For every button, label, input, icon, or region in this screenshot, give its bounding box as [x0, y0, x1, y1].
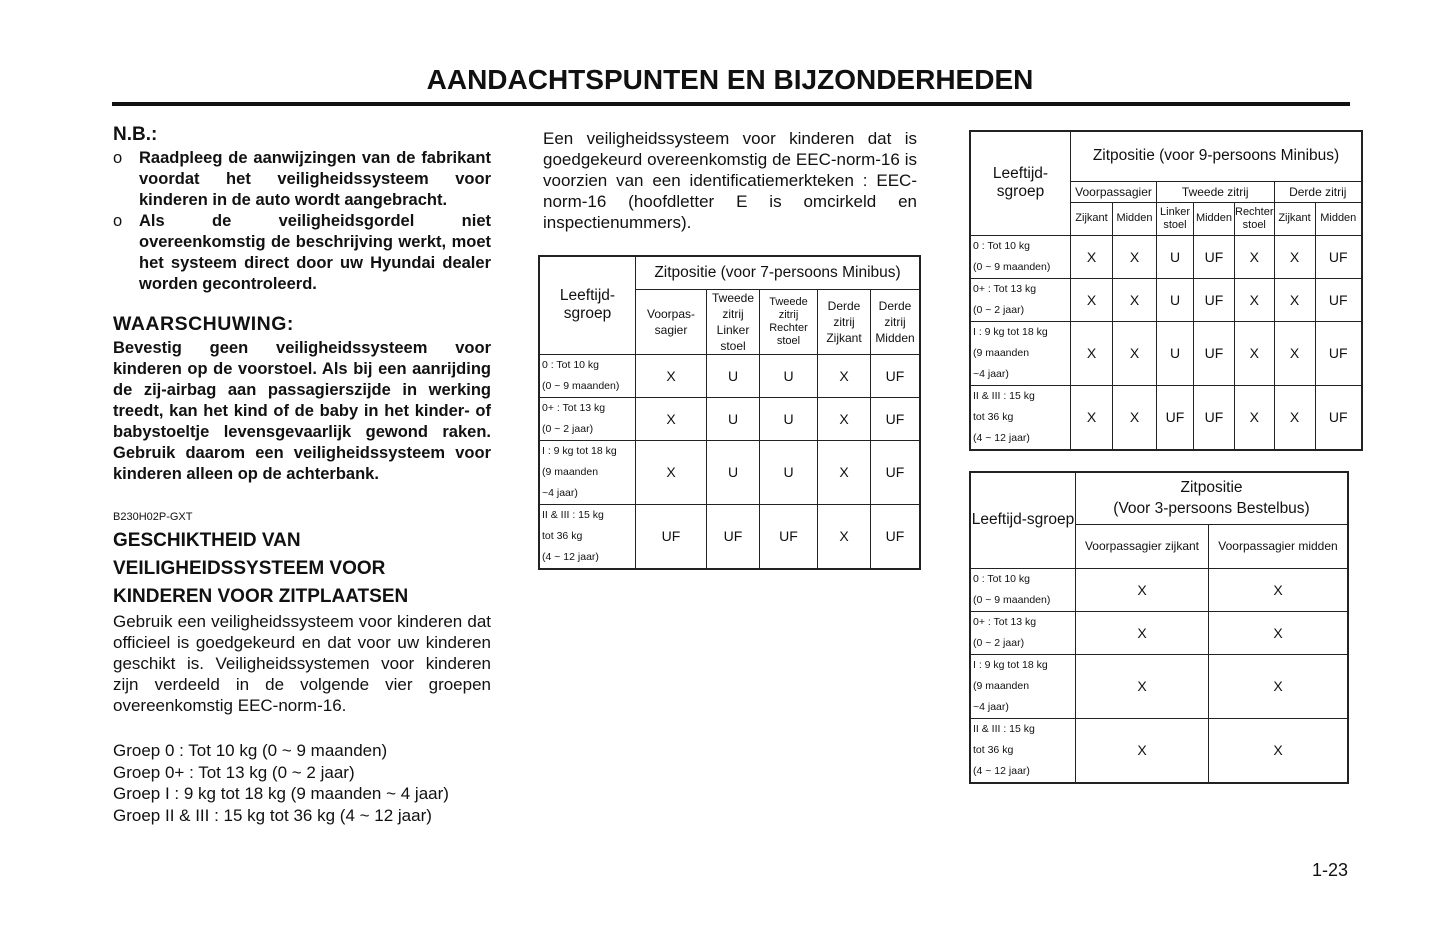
table-cell: UF — [1194, 321, 1235, 385]
table-cell: U — [760, 397, 818, 440]
group-header: Leeftijd-sgroep — [970, 472, 1076, 568]
table-cell: X — [1071, 385, 1113, 450]
col-header: Derde zitrij Midden — [871, 289, 921, 354]
table-cell: X — [818, 354, 871, 397]
table-cell: X — [636, 354, 707, 397]
table-row — [539, 504, 920, 569]
table-cell: U — [707, 354, 760, 397]
table-row — [970, 385, 1362, 450]
bullet-text: Raadpleeg de aanwijzingen van de fabrikant voordat het veiligheidssysteem voor kinderen in de auto wordt aangebracht. — [139, 149, 491, 209]
table-cell: X — [1076, 718, 1209, 783]
col-header: Tweede zitrij Rechter stoel — [760, 289, 818, 354]
row-label: II & III : 15 kg tot 36 kg (4 ~ 12 jaar) — [539, 504, 636, 569]
table-cell: X — [636, 397, 707, 440]
row-label: 0 : Tot 10 kg (0 ~ 9 maanden) — [970, 235, 1071, 278]
row-label: 0+ : Tot 13 kg (0 ~ 2 jaar) — [970, 278, 1071, 321]
middle-column — [543, 128, 917, 233]
table-9-persoons — [969, 130, 1363, 451]
table-cell: UF — [707, 504, 760, 569]
table-cell: X — [1209, 611, 1349, 654]
group-item: Groep 0 : Tot 10 kg (0 ~ 9 maanden) — [113, 741, 388, 760]
col-header: Voorpas-sagier — [636, 289, 707, 354]
col-header: Voorpassagier midden — [1209, 524, 1349, 568]
middle-text: Een veiligheidssysteem voor kinderen dat is goedgekeurd overeenkomstig de EEC-norm-16 is voorzien van een identificatiemerkteken : EEC-norm-16 (hoofdletter E is omcirkeld en inspectienummers). — [543, 129, 917, 232]
table-cell: X — [1076, 654, 1209, 718]
sub-col-header: Midden — [1315, 202, 1362, 235]
page-number: 1-23 — [1312, 860, 1349, 880]
table-cell: UF — [760, 504, 818, 569]
row-label: I : 9 kg tot 18 kg (9 maanden ~4 jaar) — [970, 321, 1071, 385]
table-cell: X — [636, 440, 707, 504]
sub-col-header: Midden — [1113, 202, 1157, 235]
position-header: Zitpositie (voor 9-persoons Minibus) — [1071, 131, 1363, 181]
nb-bullet-list — [113, 148, 491, 295]
row-label: 0 : Tot 10 kg (0 ~ 9 maanden) — [970, 568, 1076, 611]
reference-code: B230H02P-GXT — [113, 511, 193, 523]
warning-title: WAARSCHUWING: — [113, 313, 294, 335]
table-cell: X — [1076, 611, 1209, 654]
table-cell: UF — [1315, 321, 1362, 385]
table-row — [970, 654, 1348, 718]
row-label: 0+ : Tot 13 kg (0 ~ 2 jaar) — [970, 611, 1076, 654]
row-label: 0+ : Tot 13 kg (0 ~ 2 jaar) — [539, 397, 636, 440]
table-row — [970, 278, 1362, 321]
section-title-line: GESCHIKTHEID VAN — [113, 530, 301, 551]
row-label: II & III : 15 kg tot 36 kg (4 ~ 12 jaar) — [970, 385, 1071, 450]
group-list — [113, 740, 491, 826]
table-cell: U — [1157, 235, 1194, 278]
position-header: Zitpositie (Voor 3-persoons Bestelbus) — [1076, 472, 1349, 524]
bullet-text: Als de veiligheidsgordel niet overeenkomstig de beschrijving werkt, moet het systeem direct door uw Hyundai dealer worden gecontroleerd. — [139, 212, 491, 293]
group-col-header: Derde zitrij — [1274, 181, 1362, 202]
table-cell: UF — [1315, 278, 1362, 321]
table-cell: X — [818, 440, 871, 504]
table-row — [970, 321, 1362, 385]
group-col-header: Tweede zitrij — [1157, 181, 1275, 202]
sub-col-header: Rechter stoel — [1235, 202, 1275, 235]
table-cell: UF — [871, 354, 921, 397]
table-row — [970, 611, 1348, 654]
group-item: Groep I : 9 kg tot 18 kg (9 maanden ~ 4 jaar) — [113, 784, 449, 803]
table-cell: X — [1113, 385, 1157, 450]
table-cell: U — [760, 354, 818, 397]
table-7-persoons — [538, 255, 921, 570]
table-row — [539, 440, 920, 504]
nb-bullet — [113, 148, 491, 211]
table-cell: X — [1209, 718, 1349, 783]
group-col-header: Voorpassagier — [1071, 181, 1157, 202]
table-cell: UF — [1194, 235, 1235, 278]
section-title-line: VEILIGHEIDSSYSTEEM VOOR — [113, 558, 386, 579]
bullet-mark: o — [113, 149, 123, 167]
section-title-line: KINDEREN VOOR ZITPLAATSEN — [113, 586, 409, 607]
row-label: II & III : 15 kg tot 36 kg (4 ~ 12 jaar) — [970, 718, 1076, 783]
table-row — [970, 718, 1348, 783]
row-label: 0 : Tot 10 kg (0 ~ 9 maanden) — [539, 354, 636, 397]
table-cell: X — [1113, 278, 1157, 321]
nb-bullet — [113, 211, 491, 295]
table-cell: UF — [871, 440, 921, 504]
table-cell: X — [1113, 235, 1157, 278]
col-header: Derde zitrij Zijkant — [818, 289, 871, 354]
table-row — [970, 568, 1348, 611]
sub-col-header: Zijkant — [1274, 202, 1315, 235]
col-header: Tweede zitrij Linker stoel — [707, 289, 760, 354]
warning-text: Bevestig geen veiligheidssysteem voor kinderen op de voorstoel. Als bij een aanrijding de zij-airbag aan passagierszijde in werking treedt, kan het kind of de baby in het kinder- of babystoeltje levensgevaarlijk gewond raken. Gebruik daarom een veiligheidssysteem voor kinderen alleen op de achterbank. — [113, 339, 491, 483]
table-cell: X — [1071, 321, 1113, 385]
table-cell: X — [1274, 235, 1315, 278]
sub-col-header: Linker stoel — [1157, 202, 1194, 235]
table-row — [539, 354, 920, 397]
table-cell: X — [1071, 278, 1113, 321]
table-cell: X — [1235, 385, 1275, 450]
table-cell: X — [1209, 568, 1349, 611]
table-cell: X — [1113, 321, 1157, 385]
table-cell: X — [1235, 235, 1275, 278]
page-title: AANDACHTSPUNTEN EN BIJZONDERHEDEN — [426, 64, 1034, 95]
table-cell: X — [818, 397, 871, 440]
table-cell: UF — [636, 504, 707, 569]
table-cell: UF — [1157, 385, 1194, 450]
table-cell: X — [818, 504, 871, 569]
group-item: Groep 0+ : Tot 13 kg (0 ~ 2 jaar) — [113, 762, 355, 782]
table-cell: UF — [871, 504, 921, 569]
table-cell: U — [1157, 321, 1194, 385]
sub-col-header: Zijkant — [1071, 202, 1113, 235]
table-cell: X — [1235, 278, 1275, 321]
section-text: Gebruik een veiligheidssysteem voor kinderen dat officieel is goedgekeurd en dat voor uw kinderen geschikt is. Veiligheidssystemen voor kinderen zijn verdeeld in de volgende vier groepen overeenkomstig EEC-norm-16. — [113, 612, 491, 715]
table-cell: X — [1274, 385, 1315, 450]
table-cell: UF — [1315, 235, 1362, 278]
row-label: I : 9 kg tot 18 kg (9 maanden ~4 jaar) — [970, 654, 1076, 718]
table-row — [970, 235, 1362, 278]
table-cell: X — [1274, 321, 1315, 385]
table-3-persoons — [969, 471, 1349, 784]
table-cell: X — [1274, 278, 1315, 321]
table-cell: UF — [1194, 385, 1235, 450]
col-header: Voorpassagier zijkant — [1076, 524, 1209, 568]
group-item: Groep II & III : 15 kg tot 36 kg (4 ~ 12 jaar) — [113, 805, 432, 825]
table-cell: UF — [871, 397, 921, 440]
nb-title: N.B.: — [113, 124, 158, 145]
table-cell: X — [1076, 568, 1209, 611]
table-cell: UF — [1194, 278, 1235, 321]
row-label: I : 9 kg tot 18 kg (9 maanden ~4 jaar) — [539, 440, 636, 504]
table-cell: U — [760, 440, 818, 504]
bullet-mark: o — [113, 212, 123, 230]
table-cell: U — [707, 440, 760, 504]
table-cell: X — [1209, 654, 1349, 718]
position-header: Zitpositie (voor 7-persoons Minibus) — [636, 256, 921, 289]
group-header: Leeftijd-sgroep — [970, 131, 1071, 235]
table-row — [539, 397, 920, 440]
sub-col-header: Midden — [1194, 202, 1235, 235]
table-cell: U — [707, 397, 760, 440]
table-cell: X — [1071, 235, 1113, 278]
title-rule — [112, 102, 1350, 106]
table-cell: X — [1235, 321, 1275, 385]
group-header: Leeftijd-sgroep — [539, 256, 636, 354]
table-cell: U — [1157, 278, 1194, 321]
left-column — [113, 124, 491, 826]
table-cell: UF — [1315, 385, 1362, 450]
